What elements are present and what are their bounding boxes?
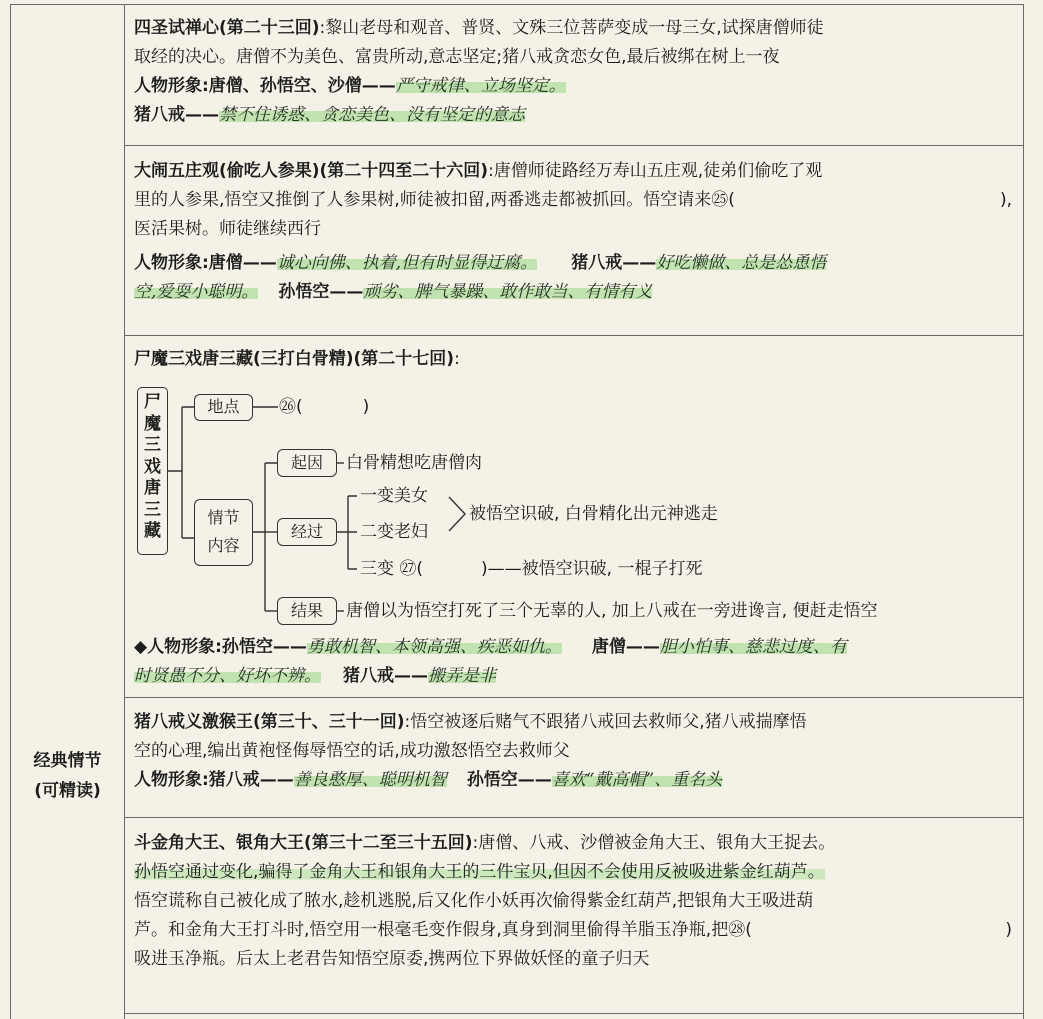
handwritten-note: 时贤愚不分、好坏不辨。 [134,666,321,686]
character-label: ◆人物形象:孙悟空—— [134,637,307,657]
plot-label-1: 情节 [207,508,240,527]
section-gold-silver-horn [125,817,1024,1019]
handwritten-note: 喜欢“戴高帽”、重名头 [551,770,723,790]
handwritten-note: 搬弄是非 [428,666,496,686]
handwritten-note: 胆小怕事、慈悲过度、有 [659,637,847,657]
category-line-1: 经典情节 [33,751,102,771]
cause-text: 白骨精想吃唐僧肉 [346,453,482,473]
character-label: 人物形象:唐僧、孙悟空、沙僧—— [134,76,396,96]
place-blank [279,395,369,419]
change-2: 二变老妇 [360,522,428,542]
section-title: 斗金角大王、银角大王(第三十二至三十五回) [134,833,473,853]
section-text: 孙悟空通过变化,骗得了金角大王和银角大王的三件宝贝,但因不会使用反被吸进紫金红葫芦。 [134,862,825,882]
change-3-open: 三变 ㉗( [360,559,424,579]
section-text: :唐僧师徒路经万寿山五庄观,徒弟们偷吃了观 [488,161,823,181]
place-blank-close: ) [362,397,370,417]
handwritten-note: 善良憨厚、聪明机智 [293,770,447,790]
section-text: : [454,349,460,369]
section-pigsy-provokes [125,697,1024,817]
handwritten-note: 勇敢机智、本领高强、疾恶如仇。 [306,637,562,657]
handwritten-note: 顽劣、脾气暴躁、敢作敢当、有情有义 [363,282,653,302]
section-text: 芦。和金角大王打斗时,悟空用一根毫毛变作假身,真身到洞里偷得羊脂玉净瓶,把㉘( [134,920,752,940]
result-box [277,597,337,625]
place-label: 地点 [207,397,240,416]
cause-box [277,449,337,477]
section-text: 悟空谎称自己被化成了脓水,趁机逃脱,后又化作小妖再次偷得紫金红葫芦,把银角大王吸进葫 [134,891,814,911]
result-label: 结果 [290,601,323,620]
section-white-bone-characters [125,630,1024,697]
handwritten-note: 严守戒律、立场坚定。 [395,76,566,96]
section-text: :唐僧、八戒、沙僧被金角大王、银角大王捉去。 [472,833,836,853]
change-3-close: )——被悟空识破, 一棍子打死 [481,559,703,579]
handwritten-note: 空,爱耍小聪明。 [134,282,259,302]
section-text: 医活果树。师徒继续西行 [134,219,321,239]
character-label: 唐僧—— [591,637,660,657]
character-label: 猪八戒—— [571,253,657,273]
place-blank-open: ㉖( [279,397,303,417]
section-text: 取经的决心。唐僧不为美色、富贵所动,意志坚定;猪八戒贪恋女色,最后被绑在树上一夜 [134,47,780,67]
character-label: 猪八戒—— [343,666,428,686]
section-title: 尸魔三戏唐三藏(三打白骨精)(第二十七回) [134,349,455,369]
cause-label: 起因 [290,453,323,472]
section-title: 四圣试禅心(第二十三回) [134,18,320,38]
plot-box [194,499,253,566]
change-3 [360,557,703,581]
handwritten-note: 禁不住诱惑、贪恋美色、没有坚定的意志 [219,105,525,125]
change-1: 一变美女 [360,486,428,506]
section-title: 猪八戒义激猴王(第三十、三十一回) [134,712,405,732]
character-label: 猪八戒—— [134,105,219,125]
section-text: :黎山老母和观音、普贤、文殊三位菩萨变成一母三女,试探唐僧师徒 [319,18,824,38]
section-text: :悟空被逐后赌气不跟猪八戒回去救师父,猪八戒揣摩悟 [404,712,807,732]
character-label: 人物形象:猪八戒—— [134,770,294,790]
change-result: 被悟空识破, 白骨精化出元神逃走 [469,504,718,524]
result-text: 唐僧以为悟空打死了三个无辜的人, 加上八戒在一旁进谗言, 便赶走悟空 [346,601,878,621]
category-line-2: (可精读) [34,781,101,801]
handwritten-note: 诚心向佛、执着,但有时显得迂腐。 [276,253,538,273]
blank-close: ) [1005,920,1012,940]
blank-close: ), [999,190,1012,210]
handwritten-note: 好吃懒做、总是怂恿悟 [656,253,827,273]
section-text: 空的心理,编出黄袍怪侮辱悟空的话,成功激怒悟空去救师父 [134,741,570,761]
plot-label-2: 内容 [207,536,240,555]
character-label: 孙悟空—— [278,282,364,302]
process-label: 经过 [290,522,323,541]
section-text: 里的人参果,悟空又推倒了人参果树,师徒被扣留,两番逃走都被抓回。悟空请来㉕( [134,190,735,210]
place-box [194,394,253,421]
next-row-divider [125,1013,1024,1014]
character-label: 人物形象:唐僧—— [134,253,277,273]
diagram-root-label: 尸魔三戏唐三藏 [144,392,161,541]
section-title: 大闹五庄观(偷吃人参果)(第二十四至二十六回) [134,161,489,181]
character-label: 孙悟空—— [466,770,552,790]
section-text: 吸进玉净瓶。后太上老君告知悟空原委,携两位下界做妖怪的童子归天 [134,949,650,969]
process-box [277,518,337,546]
